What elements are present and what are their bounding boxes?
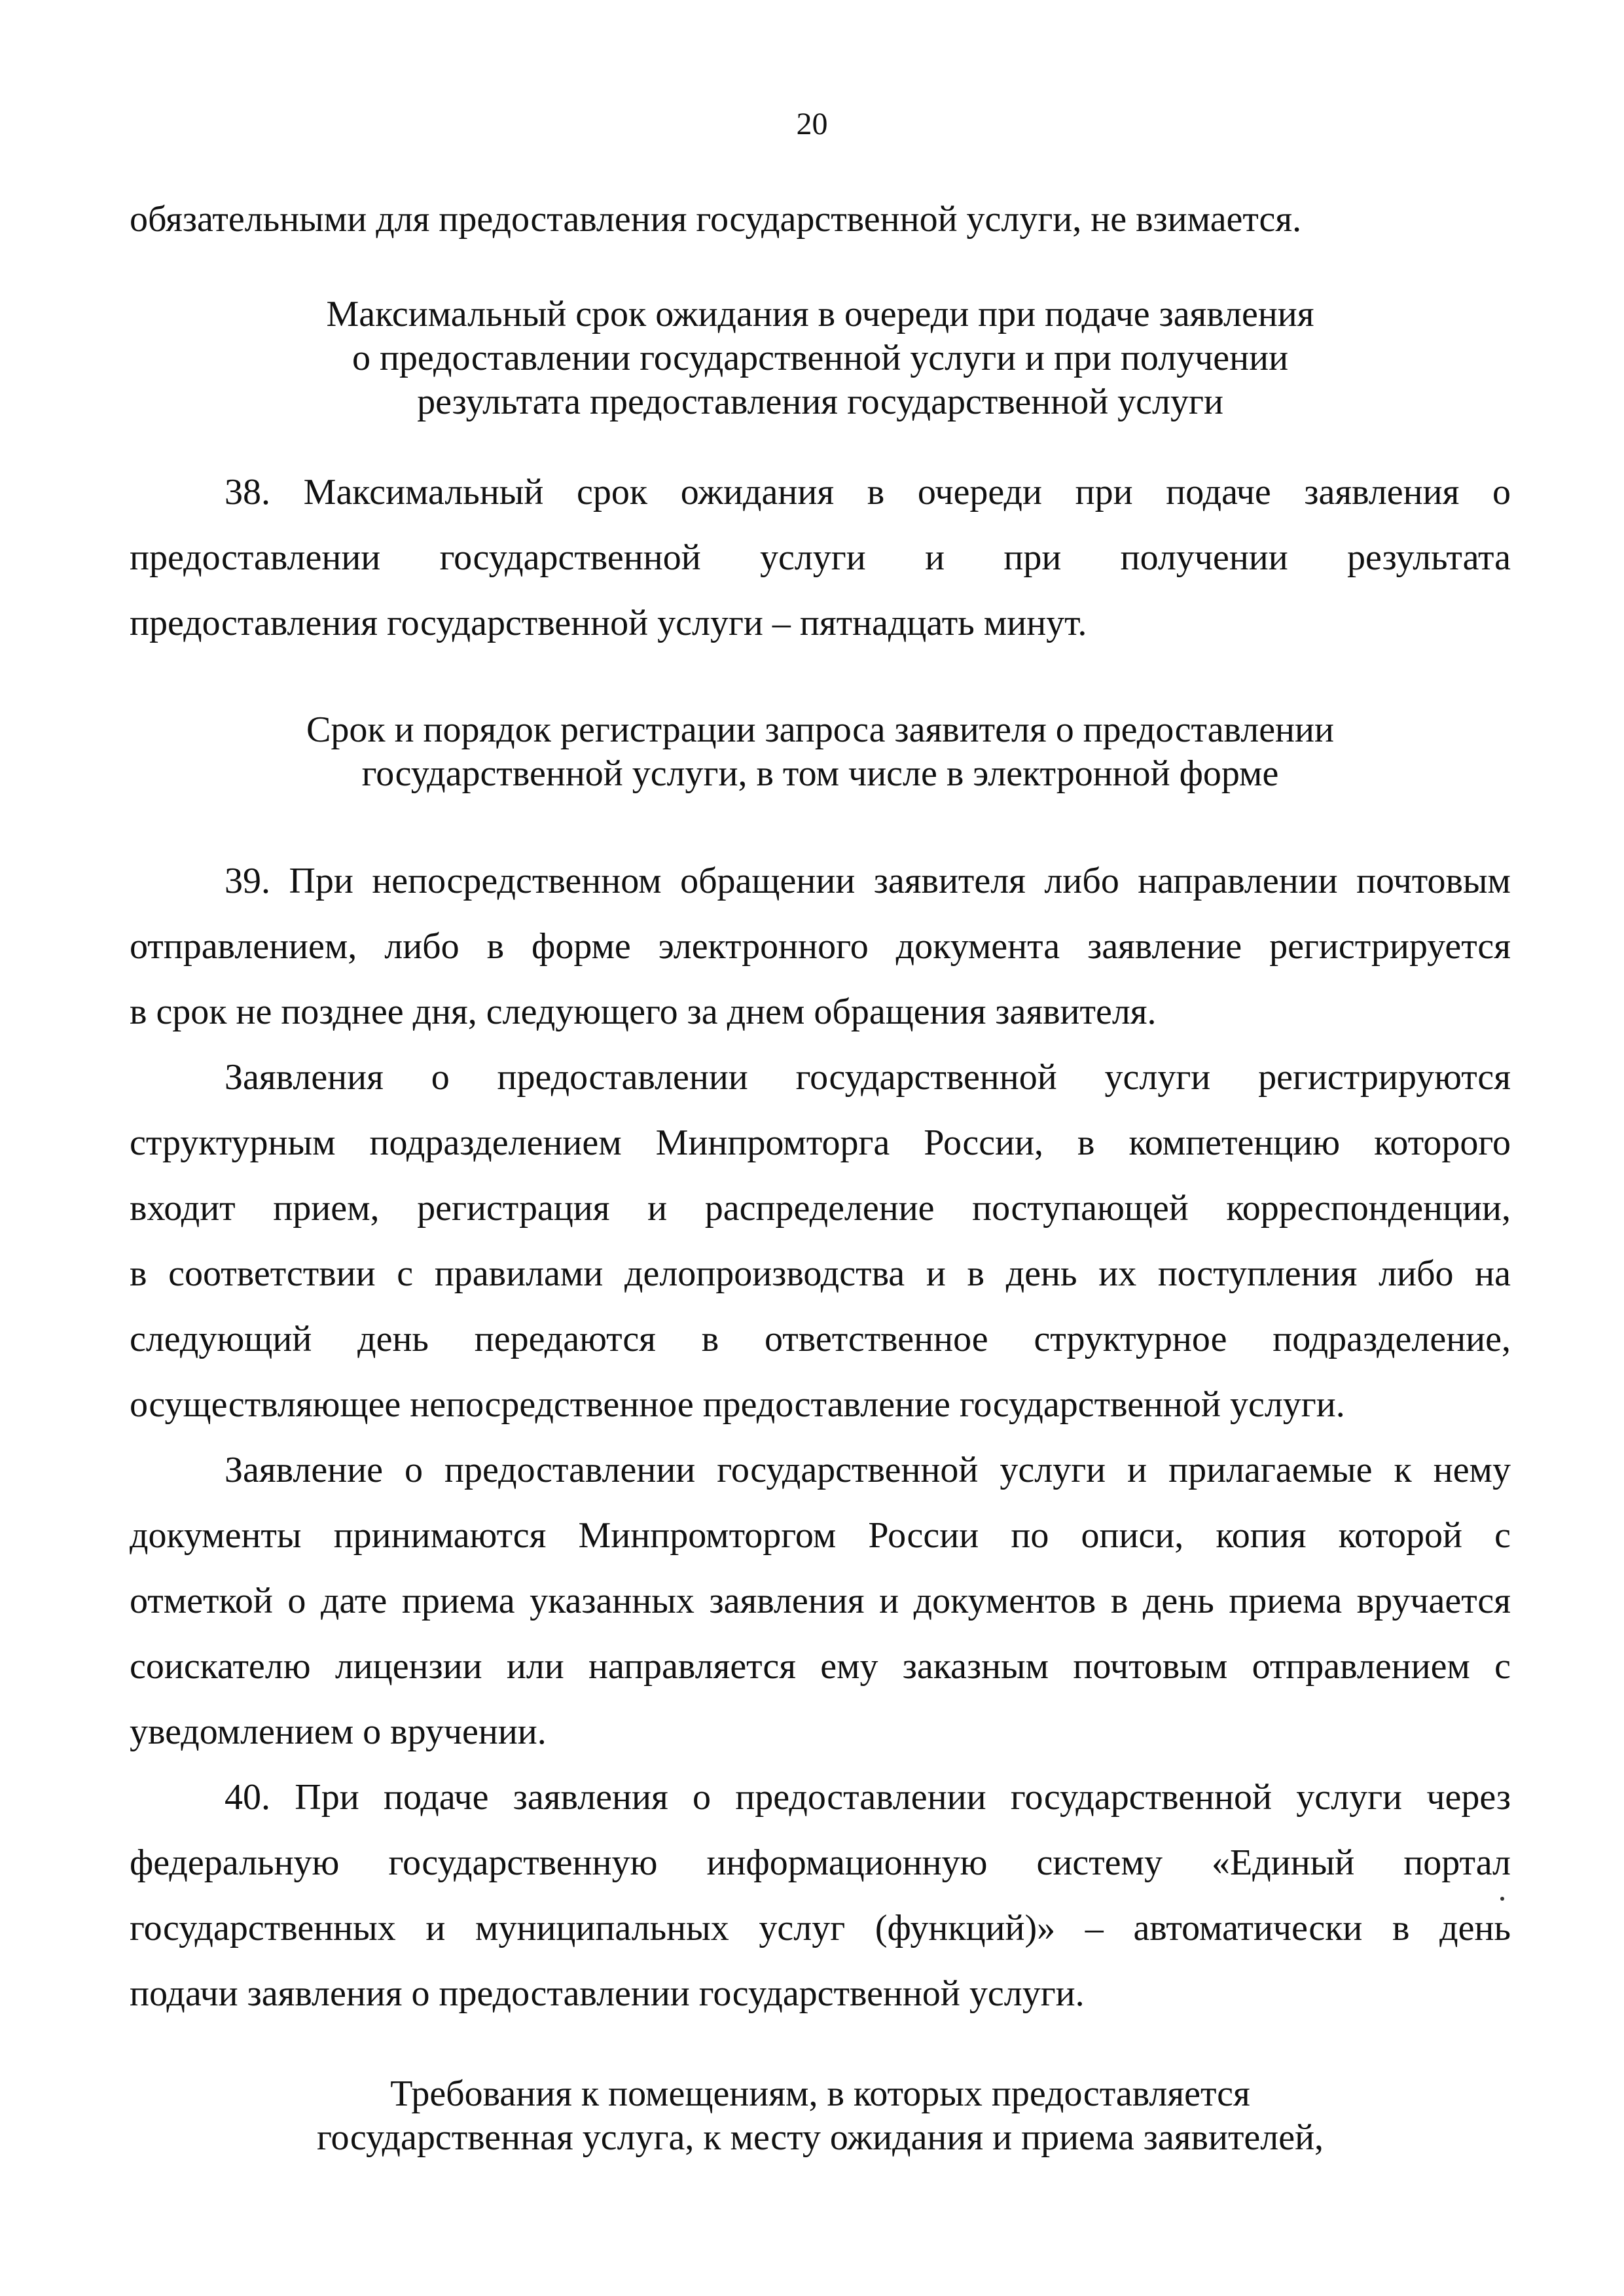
paragraph-39-registration: [130, 1045, 1511, 1437]
text-line: осуществляющее непосредственное предоставление государственной услуги.: [130, 1384, 1345, 1425]
paragraph-39-inventory: [130, 1437, 1511, 1765]
heading-line: государственная услуга, к месту ожидания и приема заявителей,: [316, 2117, 1324, 2158]
text-line: входит прием, регистрация и распределение поступающей корреспонденции,: [130, 1188, 1511, 1229]
section-heading-registration: [130, 708, 1511, 796]
text-line: Заявление о предоставлении государственной услуги и прилагаемые к нему: [225, 1450, 1511, 1490]
text-line: предоставлении государственной услуги и при получении результата: [130, 537, 1511, 578]
paragraph-39: [130, 848, 1511, 1045]
text-line: следующий день передаются в ответственное структурное подразделение,: [130, 1319, 1511, 1359]
scan-speck: [1500, 1897, 1504, 1901]
section-heading-premises: [130, 2072, 1511, 2160]
paragraph-38: [130, 459, 1511, 656]
text-line: государственных и муниципальных услуг (функций)» – автоматически в день: [130, 1908, 1511, 1948]
heading-line: о предоставлении государственной услуги и при получении: [352, 338, 1289, 378]
page-number: 20: [796, 107, 828, 141]
text-line: соискателю лицензии или направляется ему заказным почтовым отправлением с: [130, 1646, 1511, 1687]
text-line: 39. При непосредственном обращении заявителя либо направлении почтовым: [225, 861, 1511, 901]
text-line: подачи заявления о предоставлении государственной услуги.: [130, 1973, 1085, 2014]
text-line: 38. Максимальный срок ожидания в очереди при подаче заявления о: [225, 472, 1511, 512]
text-line: уведомлением о вручении.: [130, 1712, 547, 1752]
heading-line: Срок и порядок регистрации запроса заявителя о предоставлении: [306, 709, 1334, 750]
text-line: в срок не позднее дня, следующего за днем обращения заявителя.: [130, 992, 1157, 1032]
intro-paragraph: [130, 187, 1511, 252]
text-line: документы принимаются Минпромторгом России по описи, копия которой с: [130, 1515, 1511, 1556]
text-line: 40. При подаче заявления о предоставлении государственной услуги через: [225, 1777, 1511, 1818]
text-line: в соответствии с правилами делопроизводства и в день их поступления либо на: [130, 1253, 1511, 1294]
heading-line: Требования к помещениям, в которых предоставляется: [390, 2073, 1250, 2114]
text-line: отметкой о дате приема указанных заявления и документов в день приема вручается: [130, 1581, 1511, 1621]
paragraph-40: [130, 1765, 1511, 2026]
heading-line: Максимальный срок ожидания в очереди при подаче заявления: [326, 294, 1314, 334]
text-line: Заявления о предоставлении государственной услуги регистрируются: [225, 1057, 1511, 1098]
heading-line: результата предоставления государственной услуги: [417, 382, 1223, 422]
text-line: структурным подразделением Минпромторга России, в компетенцию которого: [130, 1122, 1511, 1163]
text-line: отправлением, либо в форме электронного документа заявление регистрируется: [130, 926, 1511, 967]
text-line: федеральную государственную информационную систему «Единый портал: [130, 1842, 1511, 1883]
text-line: обязательными для предоставления государственной услуги, не взимается.: [130, 199, 1302, 240]
text-line: предоставления государственной услуги – пятнадцать минут.: [130, 603, 1087, 643]
heading-line: государственной услуги, в том числе в электронной форме: [361, 753, 1279, 794]
section-heading-queue-time: [130, 293, 1511, 424]
